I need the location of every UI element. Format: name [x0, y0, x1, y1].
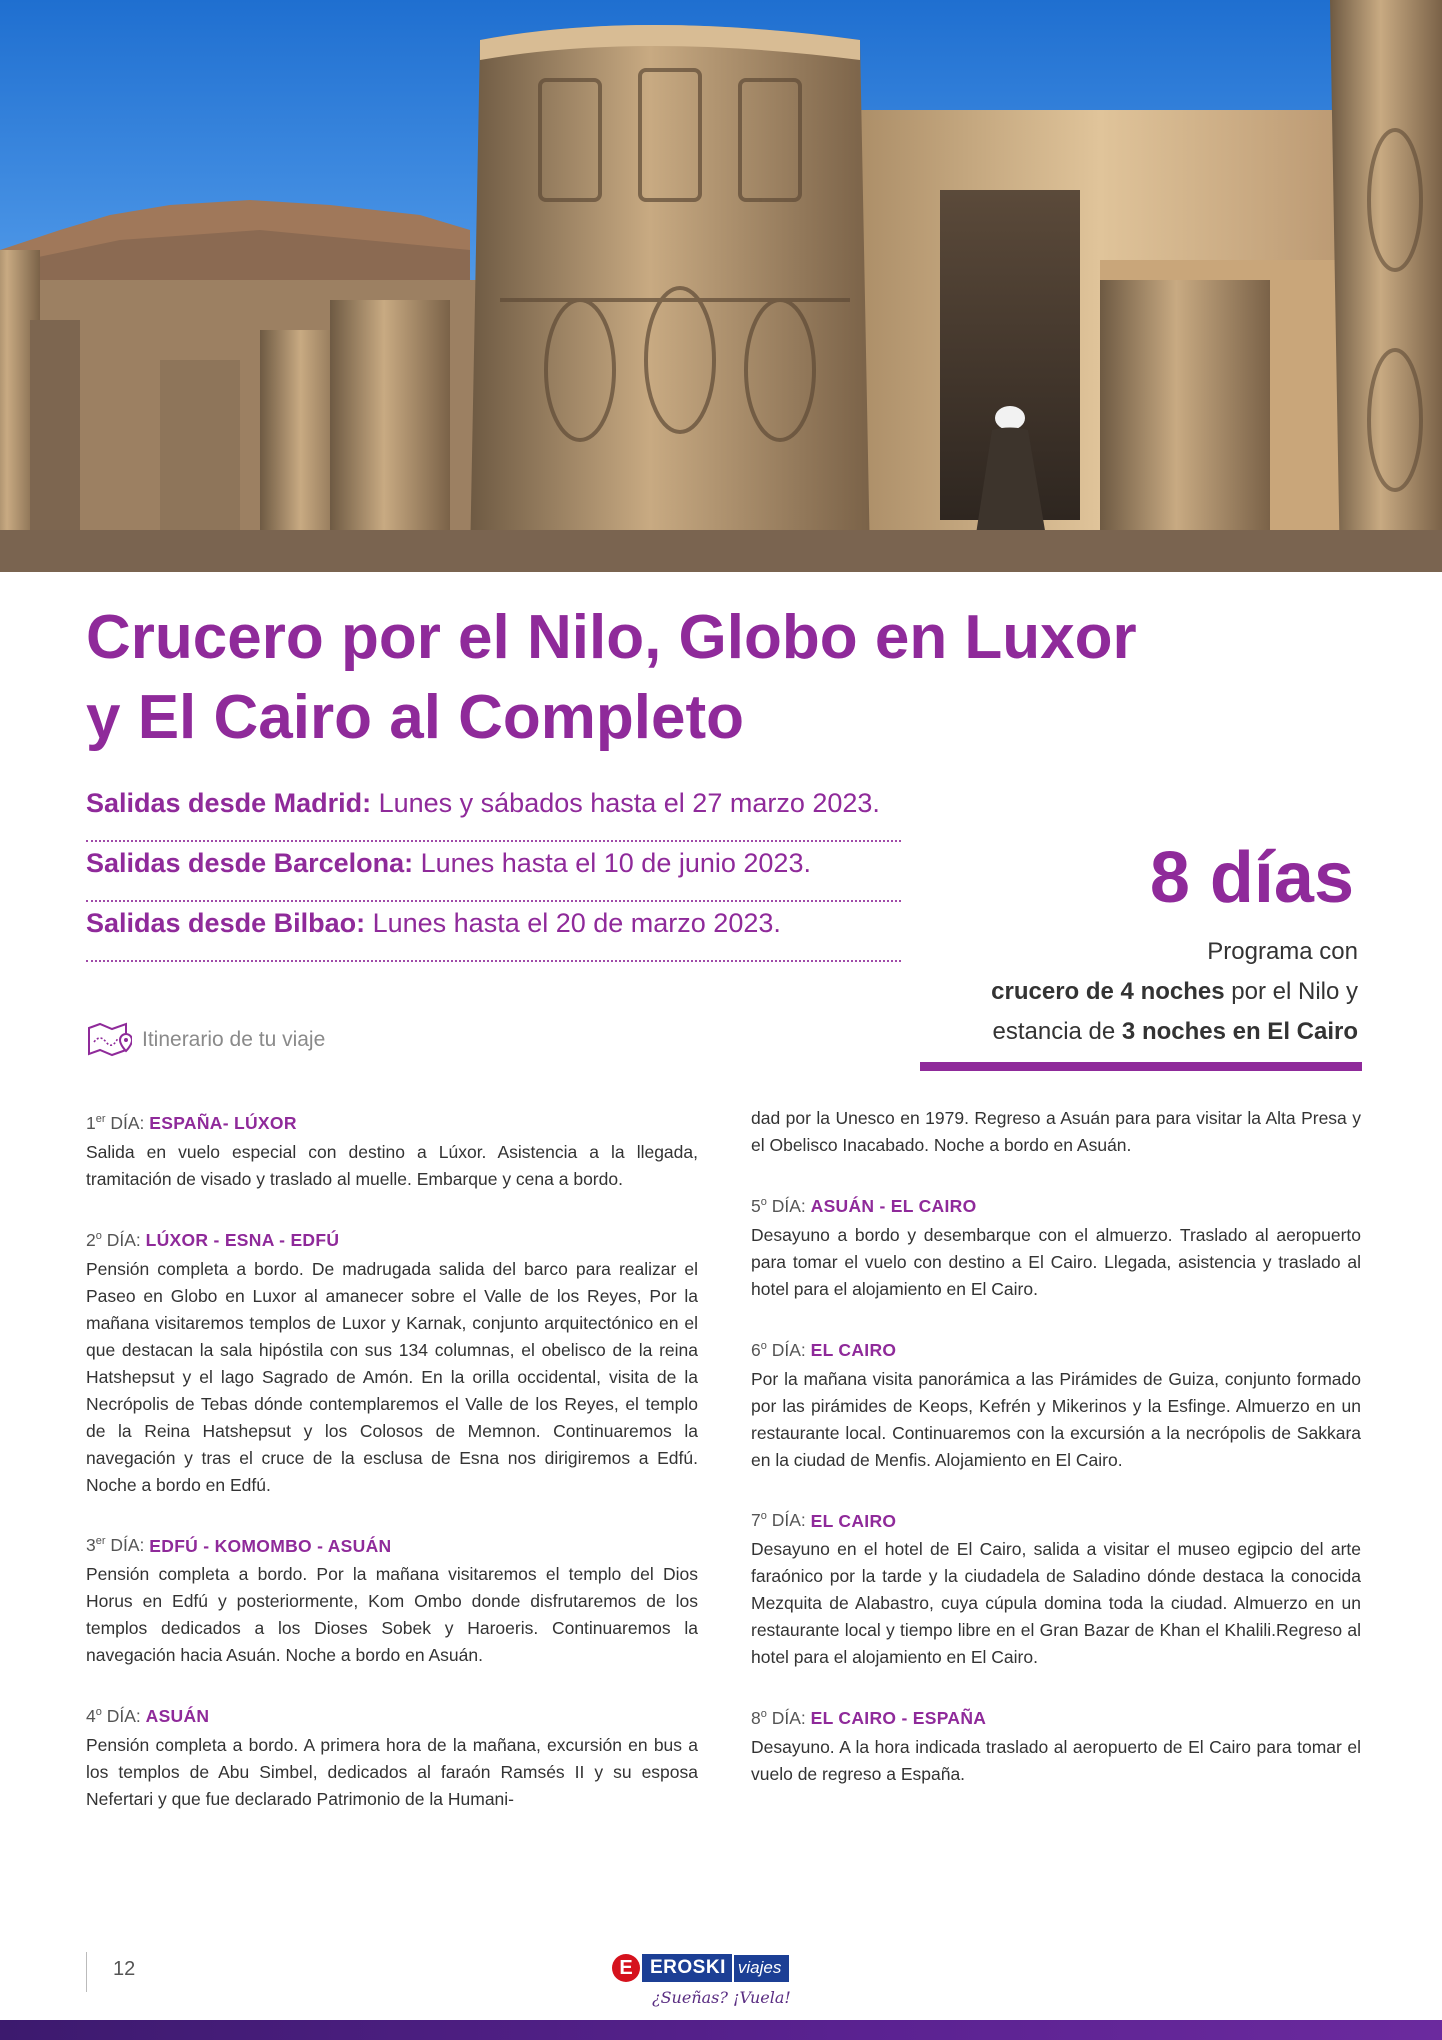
- day-place: EDFÚ - KOMOMBO - ASUÁN: [149, 1535, 392, 1556]
- program-underline: [920, 1062, 1362, 1071]
- day-heading: [751, 1700, 1361, 1732]
- itinerary-day: [751, 1332, 1361, 1474]
- logo-slogan: ¿Sueñas? ¡Vuela!: [652, 1988, 791, 2007]
- hero-photo: [0, 0, 1442, 572]
- eroski-viajes-logo: [612, 1954, 824, 2016]
- day-number: 3er DÍA:: [86, 1535, 150, 1556]
- day-description: Desayuno a bordo y desembarque con el almuerzo. Traslado al aeropuerto para tomar el vuelo con destino a El Cairo. Llegada, asistencia y traslado al hotel para el alojamiento en El Cairo.: [751, 1224, 1361, 1299]
- itinerary-day: [86, 1105, 698, 1193]
- footer-bar: [0, 2020, 1442, 2040]
- day-place: EL CAIRO: [810, 1339, 897, 1360]
- day-description: Por la mañana visita panorámica a las Pirámides de Guiza, conjunto formado por las pirámides de Keops, Kefrén y Mikerinos y la Esfinge. Almuerzo en un restaurante local. Continuaremos con la excursión a la necrópolis de Sakkara en la ciudad de Menfis. Alojamiento en El Cairo.: [751, 1368, 1361, 1470]
- program-stay-pre: estancia de: [992, 1018, 1122, 1045]
- departure-label: Salidas desde Barcelona:: [86, 848, 414, 878]
- program-stay: 3 noches en El Cairo: [1121, 1018, 1358, 1045]
- day-heading: [751, 1332, 1361, 1364]
- itinerary-day: [86, 1528, 698, 1670]
- day-description: Pensión completa a bordo. De madrugada salida del barco para realizar el Paseo en Globo en Luxor al amanecer sobre el Valle de los Reyes, Por la mañana visitaremos templos de Luxor y Karnak, conjunto arquitectónico en el que destacan la sala hipóstila con sus 134 columnas, el obelisco de la reina Hatshepsut y el lago Sagrado de Amón. En la orilla occidental, visita de la Necrópolis de Tebas dónde contemplaremos el Valle de los Reyes, el templo de la Reina Hatshepsut y los Colosos de Memnon. Continuaremos la navegación y tras el cruce de la esclusa de Esna nos dirigiremos a Edfú. Noche a bordo en Edfú.: [86, 1258, 698, 1495]
- departure-madrid: [86, 782, 901, 842]
- logo-wordmark: [612, 1954, 824, 1982]
- temple-illustration: [0, 0, 1442, 572]
- departures-list: [86, 782, 901, 962]
- departure-bilbao: [86, 902, 901, 962]
- itinerary-day: [86, 1698, 698, 1813]
- day-description: Pensión completa a bordo. Por la mañana visitaremos el templo del Dios Horus en Edfú y posteriormente, Kom Ombo donde disfrutaremos de los templos dedicados a los Dioses Sobek y Haroeris. Continuaremos la navegación hacia Asuán. Noche a bordo en Asuán.: [86, 1564, 698, 1666]
- itinerary-header: [86, 1018, 325, 1062]
- logo-e-icon: E: [612, 1954, 640, 1982]
- itinerary-column-right: [751, 1105, 1361, 1817]
- day-description: Salida en vuelo especial con destino a Lúxor. Asistencia a la llegada, tramitación de visado y traslado al muelle. Embarque y cena a bordo.: [86, 1141, 698, 1189]
- map-pin-icon: [86, 1020, 132, 1060]
- day-place: ASUÁN: [145, 1706, 210, 1727]
- departure-label: Salidas desde Madrid:: [86, 788, 372, 818]
- day-number: 6$^o$ DÍA:: [751, 1339, 811, 1360]
- day-description: Desayuno. A la hora indicada traslado al aeropuerto de El Cairo para tomar el vuelo de regreso a España.: [751, 1737, 1361, 1785]
- logo-name: EROSKI: [642, 1954, 732, 1982]
- departure-text: Lunes hasta el 20 de marzo 2023.: [365, 908, 781, 938]
- title-line-1: Crucero por el Nilo, Globo en Luxor: [86, 603, 1137, 672]
- day-description: Pensión completa a bordo. A primera hora de la mañana, excursión en bus a los templos de Abu Simbel, dedicados al faraón Ramsés II y su esposa Nefertari y que fue declarado Patrimonio de la Humani-: [86, 1735, 698, 1810]
- day-description: dad por la Unesco en 1979. Regreso a Asuán para para visitar la Alta Presa y el Obelisco Inacabado. Noche a bordo en Asuán.: [751, 1108, 1361, 1155]
- departure-label: Salidas desde Bilbao:: [86, 908, 366, 938]
- itinerary-column-left: [86, 1105, 698, 1842]
- departure-barcelona: [86, 842, 901, 902]
- itinerary-day-continuation: [751, 1105, 1361, 1159]
- day-place: LÚXOR - ESNA - EDFÚ: [145, 1229, 340, 1250]
- program-line-2: [838, 972, 1358, 1012]
- page-title: [86, 598, 1386, 758]
- day-number: 7$^o$ DÍA:: [751, 1510, 811, 1531]
- page-number: 12: [86, 1952, 150, 1992]
- day-heading: [86, 1222, 698, 1254]
- logo-sub: viajes: [732, 1955, 789, 1982]
- itinerary-day: [86, 1222, 698, 1499]
- day-heading: [86, 1528, 698, 1560]
- day-number: 2$^o$ DÍA:: [86, 1229, 146, 1250]
- day-place: EL CAIRO - ESPAÑA: [810, 1708, 987, 1729]
- day-place: EL CAIRO: [810, 1510, 897, 1531]
- day-number: 8$^o$ DÍA:: [751, 1708, 811, 1729]
- day-heading: [751, 1188, 1361, 1220]
- title-line-2: y El Cairo al Completo: [86, 683, 745, 752]
- day-description: Desayuno en el hotel de El Cairo, salida a visitar el museo egipcio del arte faraónico por la tarde y la ciudadela de Saladino dónde destaca la conocida Mezquita de Alabastro, cuya cúpula domina toda la ciudad. Almuerzo en un restaurante local y tiempo libre en el Gran Bazar de Khan el Khalili.Regreso al hotel para el alojamiento en El Cairo.: [751, 1539, 1361, 1668]
- duration-days: 8 días: [1149, 838, 1354, 918]
- day-number: 4$^o$ DÍA:: [86, 1706, 146, 1727]
- day-number: 5$^o$ DÍA:: [751, 1195, 811, 1216]
- departure-text: Lunes hasta el 10 de junio 2023.: [413, 848, 811, 878]
- program-cruise-rest: por el Nilo y: [1224, 978, 1358, 1005]
- day-place: ESPAÑA- LÚXOR: [149, 1112, 297, 1133]
- day-place: ASUÁN - EL CAIRO: [810, 1195, 977, 1216]
- itinerary-label: Itinerario de tu viaje: [142, 1028, 326, 1051]
- departure-text: Lunes y sábados hasta el 27 marzo 2023.: [371, 788, 880, 818]
- day-heading: [86, 1105, 698, 1137]
- program-line-3: [838, 1012, 1358, 1052]
- itinerary-day: [751, 1700, 1361, 1788]
- program-line-1: Programa con: [1207, 938, 1358, 965]
- program-summary: [838, 932, 1358, 1052]
- day-heading: [751, 1503, 1361, 1535]
- itinerary-day: [751, 1188, 1361, 1303]
- itinerary-day: [751, 1503, 1361, 1672]
- day-heading: [86, 1698, 698, 1730]
- day-number: 1er DÍA:: [86, 1112, 150, 1133]
- program-cruise: crucero de 4 noches: [991, 978, 1225, 1005]
